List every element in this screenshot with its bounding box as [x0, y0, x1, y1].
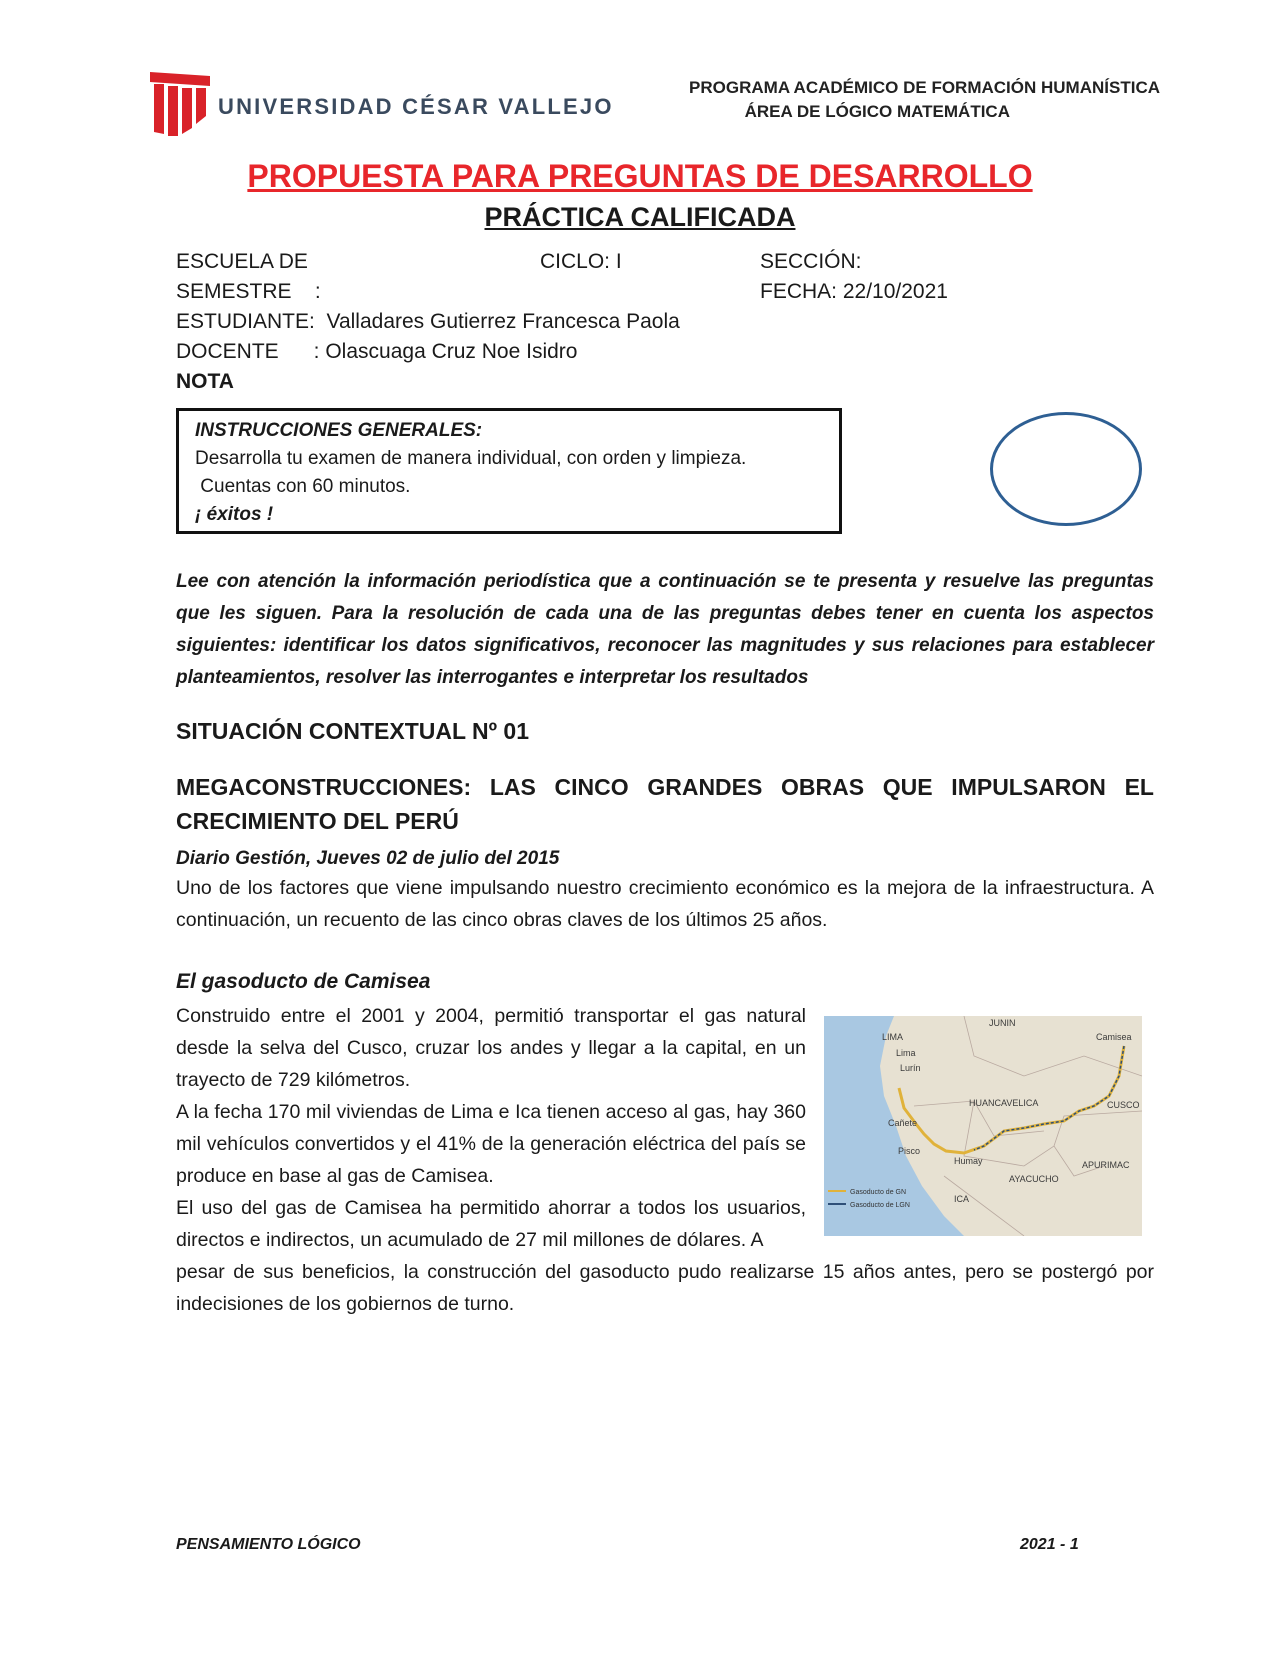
legend-lgn: Gasoducto de LGN	[850, 1202, 910, 1209]
map-label-lima-region: LIMA	[882, 1032, 904, 1042]
map-label-lima: Lima	[896, 1048, 916, 1058]
semestre-label: SEMESTRE :	[176, 280, 321, 303]
map-label-apurimac: APURIMAC	[1082, 1160, 1130, 1170]
situation-heading: SITUACIÓN CONTEXTUAL Nº 01	[176, 718, 530, 744]
area-title: ÁREA DE LÓGICO MATEMÁTICA	[744, 102, 1010, 121]
instructions-box	[176, 408, 842, 534]
map-label-ica: ICA	[954, 1194, 970, 1204]
page-subtitle: PRÁCTICA CALIFICADA	[484, 202, 796, 232]
article-source: Diario Gestión, Jueves 02 de julio del 2015	[176, 848, 560, 869]
student-name: ESTUDIANTE: Valladares Gutierrez Francesca Paola	[176, 310, 680, 333]
nota-label: NOTA	[176, 370, 234, 393]
paragraph-3a: El uso del gas de Camisea ha permitido ahorrar a todos los usuarios, directos e indirectos, un acumulado de 27 mil millones de dólares. A	[176, 1197, 806, 1251]
map-label-huancavelica: HUANCAVELICA	[969, 1098, 1039, 1108]
footer-course: PENSAMIENTO LÓGICO	[176, 1536, 361, 1553]
map-label-lurin: Lurín	[900, 1063, 921, 1073]
footer-term: 2021 - 1	[1020, 1536, 1079, 1553]
instructions-line-2: Cuentas con 60 minutos.	[195, 476, 411, 497]
paragraph-3b: pesar de sus beneficios, la construcción del gasoducto pudo realizarse 15 años antes, pero se postergó por indecisiones de los gobiernos de turno.	[176, 1261, 1154, 1315]
map-label-pisco: Pisco	[898, 1146, 921, 1156]
fecha-label: FECHA: 22/10/2021	[760, 280, 948, 303]
map-label-cusco: CUSCO	[1107, 1100, 1140, 1110]
legend-gn: Gasoducto de GN	[850, 1189, 907, 1196]
paragraph-1: Construido entre el 2001 y 2004, permitió transportar el gas natural desde la selva del Cusco, cruzar los andes y llegar a la capital, en un trayecto de 729 kilómetros.	[176, 1005, 806, 1091]
teacher-name: DOCENTE : Olascuaga Cruz Noe Isidro	[176, 340, 578, 363]
grade-ellipse	[990, 412, 1142, 526]
escuela-label: ESCUELA DE	[176, 250, 308, 273]
section-title: El gasoducto de Camisea	[176, 970, 431, 993]
instructions-line-1: Desarrolla tu examen de manera individual, con orden y limpieza.	[195, 448, 747, 469]
map-label-camisea: Camisea	[1096, 1032, 1132, 1042]
map-label-canete: Cañete	[888, 1118, 918, 1128]
ciclo-label: CICLO: I	[540, 250, 622, 273]
article-headline: MEGACONSTRUCCIONES: LAS CINCO GRANDES OBRAS QUE IMPULSARON EL CRECIMIENTO DEL PERÚ	[176, 774, 1154, 834]
program-title: PROGRAMA ACADÉMICO DE FORMACIÓN HUMANÍSTICA	[689, 78, 1160, 97]
article-lead: Uno de los factores que viene impulsando nuestro crecimiento económico es la mejora de la infraestructura. A continuación, un recuento de las cinco obras claves de los últimos 25 años.	[176, 877, 1154, 931]
map-label-ayacucho: AYACUCHO	[1009, 1174, 1059, 1184]
map-label-humay: Humay	[954, 1156, 983, 1166]
university-name: UNIVERSIDAD CÉSAR VALLEJO	[218, 94, 614, 119]
intro-paragraph: Lee con atención la información periodística que a continuación se te presenta y resuelve las preguntas que les siguen. Para la resolución de cada una de las preguntas debes tener en cuenta los aspectos siguientes: identificar los datos significativos, reconocer las magnitudes y sus relaciones para establecer planteamientos, resolver las interrogantes e interpretar los resultados	[176, 571, 1154, 688]
seccion-label: SECCIÓN:	[760, 250, 862, 273]
page-title: PROPUESTA PARA PREGUNTAS DE DESARROLLO	[247, 158, 1033, 194]
instructions-title: INSTRUCCIONES GENERALES:	[195, 420, 483, 441]
instructions-line-3: ¡ éxitos !	[195, 504, 274, 525]
map-label-junin: JUNIN	[989, 1018, 1016, 1028]
camisea-map	[824, 1016, 1142, 1236]
paragraph-2: A la fecha 170 mil viviendas de Lima e Ica tienen acceso al gas, hay 360 mil vehículos convertidos y el 41% de la generación eléctrica del país se produce en base al gas de Camisea.	[176, 1101, 806, 1187]
